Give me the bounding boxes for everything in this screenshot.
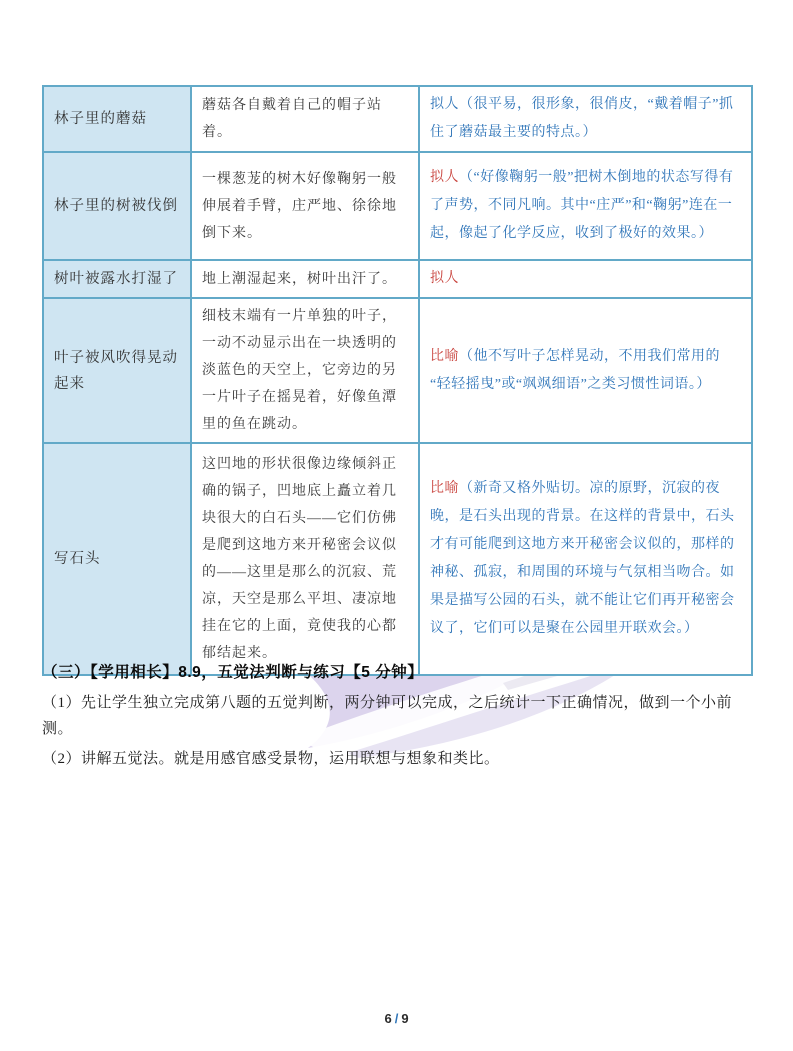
topic-text: 树叶被露水打湿了 (54, 271, 178, 287)
page-number (0, 1011, 793, 1026)
topic-cell (43, 260, 191, 298)
rhetoric-keyword: 比喻 (430, 481, 459, 496)
topic-text: 写石头 (54, 551, 101, 567)
analysis-text: （他不写叶子怎样晃动，不用我们常用的“轻轻摇曳”或“飒飒细语”之类习惯性词语。） (430, 348, 720, 392)
table-row (43, 152, 752, 260)
analysis-text: （“好像鞠躬一般”把树木倒地的状态写得有了声势，不同凡响。其中“庄严”和“鞠躬”连在一起，像起了化学反应，收到了极好的效果。） (430, 170, 734, 241)
page-total: 9 (401, 1011, 409, 1026)
excerpt-cell (191, 260, 419, 298)
section-paragraph-1: （1）先让学生独立完成第八题的五觉判断，两分钟可以完成，之后统计一下正确情况，做到一个小前测。 (42, 695, 733, 737)
excerpt-text: 一棵葱茏的树木好像鞠躬一般伸展着手臂，庄严地、徐徐地倒下来。 (202, 171, 397, 241)
analysis-cell (419, 260, 752, 298)
excerpt-text: 地上潮湿起来，树叶出汗了。 (202, 271, 397, 287)
rhetoric-comparison-table (42, 85, 753, 676)
rhetoric-keyword: 拟人 (430, 271, 459, 286)
excerpt-text: 蘑菇各自戴着自己的帽子站着。 (202, 98, 382, 140)
topic-text: 林子里的蘑菇 (54, 111, 147, 127)
excerpt-text: 细枝末端有一片单独的叶子，一动不动显示出在一块透明的淡蓝色的天空上，它旁边的另一片叶子在摇晃着，好像鱼潭里的鱼在跳动。 (202, 309, 397, 432)
excerpt-cell (191, 443, 419, 675)
page-current: 6 (384, 1011, 392, 1026)
rhetoric-keyword: 比喻 (430, 348, 459, 364)
table-row (43, 86, 752, 152)
excerpt-cell (191, 86, 419, 152)
topic-cell (43, 298, 191, 443)
analysis-cell (419, 152, 752, 260)
topic-text: 叶子被风吹得晃动起来 (54, 349, 178, 392)
topic-cell (43, 86, 191, 152)
topic-cell (43, 152, 191, 260)
table-row (43, 260, 752, 298)
analysis-text: 拟人（很平易，很形象，很俏皮，“戴着帽子”抓住了蘑菇最主要的特点。） (430, 97, 734, 140)
comparison-table-body (43, 86, 752, 675)
analysis-cell (419, 443, 752, 675)
section-heading: （三）【学用相长】8.9，五觉法判断与练习【5 分钟】 (42, 664, 424, 681)
topic-cell (43, 443, 191, 675)
section-paragraph-2: （2）讲解五觉法。就是用感官感受景物，运用联想与想象和类比。 (42, 751, 500, 767)
excerpt-cell (191, 298, 419, 443)
excerpt-text: 这凹地的形状很像边缘倾斜正确的锅子，凹地底上矗立着几块很大的白石头——它们仿佛是爬到这地方来开秘密会议似的——这里是那么的沉寂、荒凉，天空是那么平坦、凄凉地挂在它的上面，竟使我的心都郁结起来。 (202, 457, 397, 661)
analysis-cell (419, 298, 752, 443)
topic-text: 林子里的树被伐倒 (54, 198, 178, 214)
table-row (43, 298, 752, 443)
analysis-cell (419, 86, 752, 152)
lesson-section (42, 660, 756, 776)
analysis-text: （新奇又格外贴切。凉的原野，沉寂的夜晚，是石头出现的背景。在这样的背景中，石头才有可能爬到这地方来开秘密会议似的，那样的神秘、孤寂，和周围的环境与气氛相当吻合。如果是描写公园的石头，就不能让它们再开秘密会议了，它们可以是聚在公园里开联欢会。） (430, 481, 735, 636)
rhetoric-keyword: 拟人 (430, 170, 459, 185)
table-row (43, 443, 752, 675)
page-separator: / (394, 1011, 399, 1026)
excerpt-cell (191, 152, 419, 260)
